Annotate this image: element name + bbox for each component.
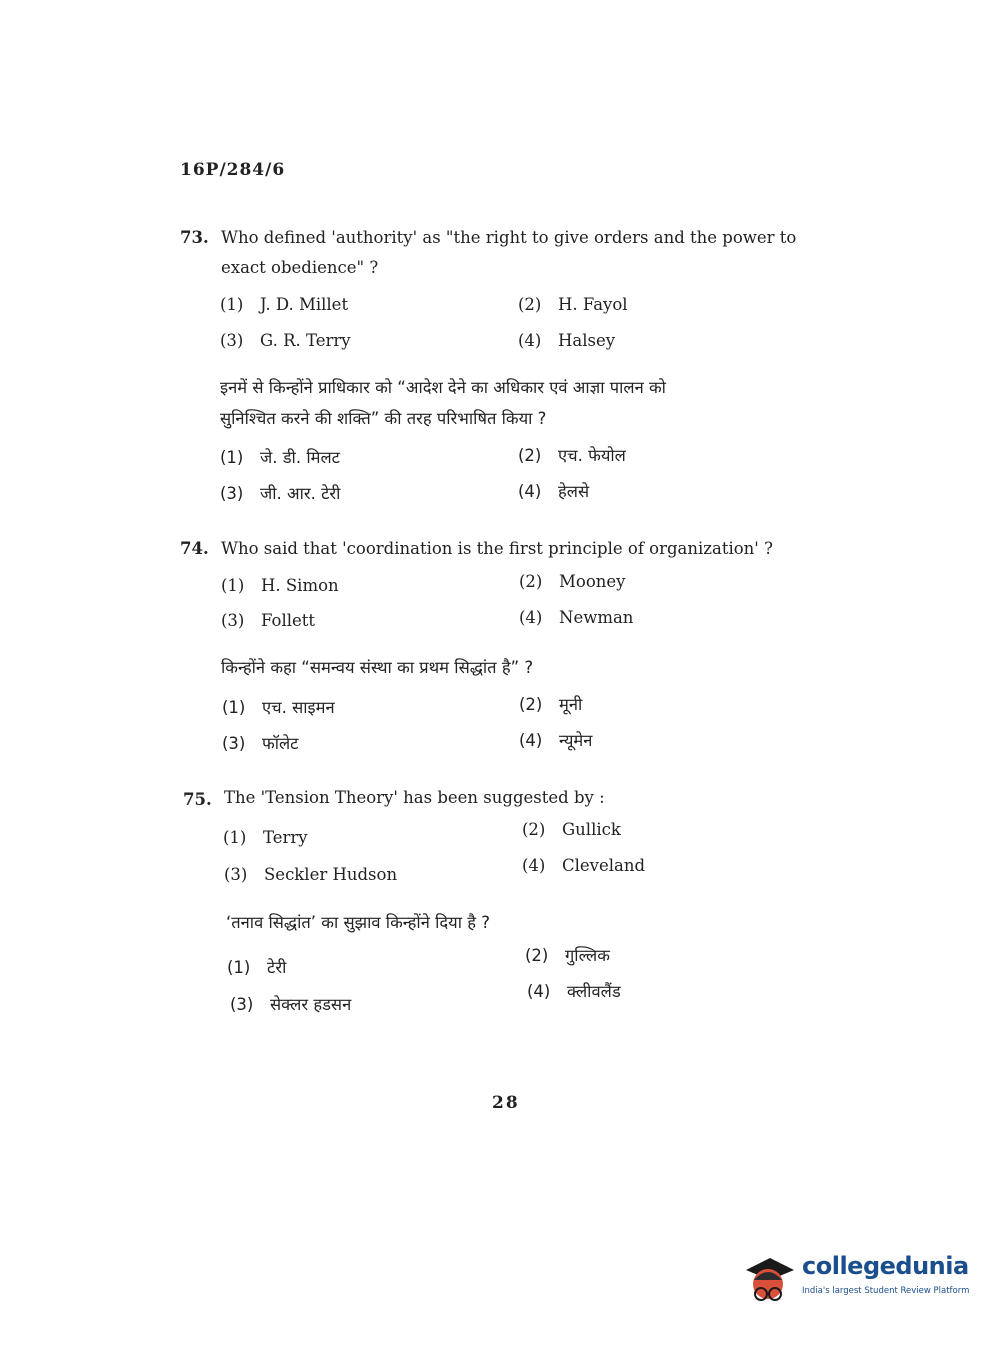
hindi-option-3 [230,992,351,1015]
option-number: (4) [518,482,542,501]
option-text: G. R. Terry [260,331,351,350]
option-number: (1) [223,828,247,847]
mascot-icon [740,1250,800,1310]
hindi-option-1 [222,695,335,718]
option-number: (1) [221,576,245,595]
option-1 [223,828,308,847]
question-text-line: Who said that 'coordination is the first principle of organization' ? [221,539,773,558]
option-text: Newman [559,608,634,627]
option-number: (4) [519,608,543,627]
option-2 [519,572,625,591]
option-2 [518,295,628,314]
hindi-option-2 [518,443,626,466]
hindi-question-line: ‘तनाव सिद्धांत’ का सुझाव किन्होंने दिया है ? [226,913,490,932]
hindi-option-4 [519,728,592,751]
hindi-question-line: इनमें से किन्होंने प्राधिकार को “आदेश देने का अधिकार एवं आज्ञा पालन को [220,378,666,397]
option-number: (4) [518,331,542,350]
brand-name: collegedunia [802,1252,969,1280]
hindi-question-line: किन्होंने कहा “समन्वय संस्था का प्रथम सिद्धांत है” ? [221,658,534,677]
option-number: (3) [224,865,248,884]
option-text: Follett [261,611,316,630]
brand-tagline: India's largest Student Review Platform [802,1286,970,1296]
option-4 [519,608,633,627]
option-number: (1) [220,448,244,467]
question-text-line: The 'Tension Theory' has been suggested by : [224,788,605,807]
option-4 [518,331,615,350]
option-text: एच. साइमन [262,698,335,717]
option-3 [221,611,315,630]
question-number: 75. [183,790,212,809]
option-number: (2) [522,820,546,839]
page-number: 28 [492,1093,520,1113]
hindi-question-line: सुनिश्चित करने की शक्ति” की तरह परिभाषित किया ? [220,409,547,428]
option-text: H. Simon [261,576,339,595]
option-number: (3) [220,484,244,503]
option-1 [220,295,348,314]
option-number: (2) [518,295,542,314]
option-text: H. Fayol [558,295,628,314]
option-text: एच. फेयोल [558,446,626,465]
option-number: (4) [522,856,546,875]
question-text-line: Who defined 'authority' as "the right to give orders and the power to [221,228,797,247]
option-4 [522,856,645,875]
option-number: (4) [527,982,551,1001]
option-number: (2) [519,572,543,591]
option-3 [224,865,397,884]
hindi-option-1 [220,445,340,468]
option-text: जी. आर. टेरी [260,484,341,503]
option-number: (2) [519,695,543,714]
option-text: हेलसे [558,482,590,501]
option-text: Halsey [558,331,616,350]
option-number: (1) [220,295,244,314]
option-number: (2) [525,946,549,965]
option-number: (1) [222,698,246,717]
option-number: (3) [222,734,246,753]
question-text-line: exact obedience" ? [221,258,379,277]
paper-code: 16P/284/6 [180,160,286,180]
option-text: क्लीवलैंड [567,982,621,1001]
hindi-option-1 [227,955,286,978]
hindi-option-2 [525,943,610,966]
hindi-option-4 [518,479,589,502]
option-number: (2) [518,446,542,465]
option-text: Mooney [559,572,626,591]
question-number: 73. [180,228,209,247]
option-text: Terry [263,828,308,847]
hindi-option-3 [222,731,299,754]
option-3 [220,331,351,350]
hindi-option-2 [519,692,582,715]
option-text: Gullick [562,820,621,839]
option-number: (3) [220,331,244,350]
option-number: (3) [221,611,245,630]
option-2 [522,820,621,839]
option-1 [221,576,339,595]
question-number: 74. [180,539,209,558]
option-text: Seckler Hudson [264,865,398,884]
option-number: (3) [230,995,254,1014]
option-text: जे. डी. मिलट [260,448,340,467]
option-text: Cleveland [562,856,646,875]
hindi-option-3 [220,481,340,504]
option-text: J. D. Millet [260,295,349,314]
brand-logo [740,1250,970,1320]
option-number: (1) [227,958,251,977]
option-text: न्यूमेन [559,731,593,750]
option-text: गुल्लिक [565,946,610,965]
option-text: टेरी [267,958,287,977]
option-number: (4) [519,731,543,750]
hindi-option-4 [527,979,621,1002]
option-text: मूनी [559,695,583,714]
option-text: फॉलेट [262,734,299,753]
option-text: सेक्लर हडसन [270,995,352,1014]
